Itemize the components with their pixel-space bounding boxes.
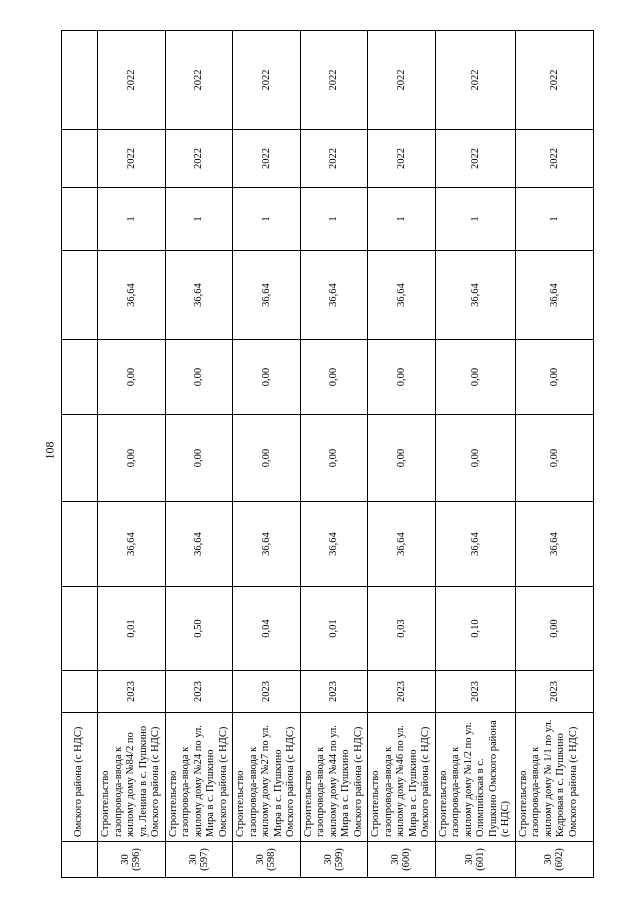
cell-year-start: 2023 — [232, 671, 300, 713]
row-number: 30 — [254, 854, 266, 865]
cell-name: Строительство газопровода-ввода к жилому дому №46 по ул. Мира в с. Пушкино Омского района (с НДС) — [367, 713, 435, 842]
row-code: (598) — [265, 848, 277, 871]
table-body — [61, 31, 593, 878]
cell-num — [367, 842, 435, 878]
cell-year-start: 2023 — [165, 671, 233, 713]
row-code: (602) — [553, 848, 565, 871]
cell-v8: 2022 — [300, 31, 368, 130]
cell-v3: 0,00 — [515, 415, 593, 502]
cell-v2: 36,64 — [97, 502, 165, 587]
table-row — [165, 31, 233, 878]
cell-v4: 0,00 — [232, 340, 300, 415]
cell-num — [165, 842, 233, 878]
cell-name: Строительство газопровода-ввода к жилому дому №27 по ул. Мира в с. Пушкино Омского района (с НДС) — [232, 713, 300, 842]
cell-name: Омского района (с НДС) — [61, 713, 97, 842]
cell-num — [61, 842, 97, 878]
cell-v3 — [61, 415, 97, 502]
table-row — [300, 31, 368, 878]
cell-v8: 2022 — [232, 31, 300, 130]
cell-v6: 1 — [165, 188, 233, 251]
cell-v7: 2022 — [97, 130, 165, 188]
cell-num — [97, 842, 165, 878]
table-row — [97, 31, 165, 878]
cell-v8: 2022 — [515, 31, 593, 130]
cell-v8: 2022 — [97, 31, 165, 130]
cell-v3: 0,00 — [165, 415, 233, 502]
page-number-text: 108 — [42, 441, 57, 459]
cell-v4: 0,00 — [165, 340, 233, 415]
cell-v2: 36,64 — [232, 502, 300, 587]
row-number: 30 — [187, 854, 199, 865]
row-code: (600) — [400, 848, 412, 871]
table-row — [232, 31, 300, 878]
cell-year-start: 2023 — [300, 671, 368, 713]
cell-v7: 2022 — [367, 130, 435, 188]
cell-year-start: 2023 — [367, 671, 435, 713]
cell-v6: 1 — [367, 188, 435, 251]
cell-v6: 1 — [232, 188, 300, 251]
cell-v5: 36,64 — [435, 251, 515, 340]
row-number: 30 — [542, 854, 554, 865]
row-number: 30 — [389, 854, 401, 865]
cell-name: Строительство газопровода-ввода к жилому дому №44 по ул. Мира в с. Пушкино Омского района (с НДС) — [300, 713, 368, 842]
document-table-region — [61, 31, 578, 878]
cell-v2: 36,64 — [165, 502, 233, 587]
cell-v2: 36,64 — [300, 502, 368, 587]
row-code: (601) — [474, 848, 486, 871]
cell-v7: 2022 — [232, 130, 300, 188]
cell-v6: 1 — [300, 188, 368, 251]
cell-v3: 0,00 — [435, 415, 515, 502]
row-code: (597) — [198, 848, 210, 871]
cell-v5: 36,64 — [97, 251, 165, 340]
cell-v1: 0,03 — [367, 587, 435, 671]
cell-v2: 36,64 — [367, 502, 435, 587]
cell-v8: 2022 — [165, 31, 233, 130]
cell-year-start: 2023 — [97, 671, 165, 713]
cell-v4: 0,00 — [515, 340, 593, 415]
cell-num — [300, 842, 368, 878]
cell-v8: 2022 — [435, 31, 515, 130]
cell-v8 — [61, 31, 97, 130]
cell-v5: 36,64 — [367, 251, 435, 340]
cell-v4: 0,00 — [435, 340, 515, 415]
cell-num — [232, 842, 300, 878]
cell-v4: 0,00 — [300, 340, 368, 415]
cell-v5: 36,64 — [165, 251, 233, 340]
cell-num — [435, 842, 515, 878]
cell-v5: 36,64 — [515, 251, 593, 340]
cell-v4: 0,00 — [97, 340, 165, 415]
cell-name: Строительство газопровода-ввода к жилому дому №84/2 по ул. Ленина в с. Пушкино Омского района (с НДС) — [97, 713, 165, 842]
cell-v1: 0,10 — [435, 587, 515, 671]
cell-v1 — [61, 587, 97, 671]
cell-year-start: 2023 — [435, 671, 515, 713]
cell-v8: 2022 — [367, 31, 435, 130]
cell-v7: 2022 — [515, 130, 593, 188]
cell-v7: 2022 — [165, 130, 233, 188]
cell-v2: 36,64 — [435, 502, 515, 587]
table-row — [435, 31, 515, 878]
cell-v3: 0,00 — [367, 415, 435, 502]
cell-v5: 36,64 — [300, 251, 368, 340]
cell-v2: 36,64 — [515, 502, 593, 587]
cell-num — [515, 842, 593, 878]
row-number: 30 — [119, 854, 131, 865]
cell-v1: 0,50 — [165, 587, 233, 671]
cell-v3: 0,00 — [300, 415, 368, 502]
cell-v3: 0,00 — [97, 415, 165, 502]
cell-v5 — [61, 251, 97, 340]
document-table — [61, 30, 594, 878]
table-row — [367, 31, 435, 878]
cell-v6: 1 — [435, 188, 515, 251]
row-code: (596) — [130, 848, 142, 871]
cell-name: Строительство газопровода-ввода к жилому дому №1/2 по ул. Олимпийская в с. Пушкино Омского района (с НДС) — [435, 713, 515, 842]
cell-year-start: 2023 — [515, 671, 593, 713]
cell-v7 — [61, 130, 97, 188]
cell-v2 — [61, 502, 97, 587]
cell-v1: 0,01 — [300, 587, 368, 671]
cell-v3: 0,00 — [232, 415, 300, 502]
row-code: (599) — [333, 848, 345, 871]
cell-v6 — [61, 188, 97, 251]
cell-v7: 2022 — [300, 130, 368, 188]
table-row — [515, 31, 593, 878]
cell-name: Строительство газопровода-ввода к жилому дому №24 по ул. Мира в с. Пушкино Омского района (с НДС) — [165, 713, 233, 842]
cell-v5: 36,64 — [232, 251, 300, 340]
cell-v1: 0,01 — [97, 587, 165, 671]
row-number: 30 — [322, 854, 334, 865]
cell-v1: 0,04 — [232, 587, 300, 671]
row-number: 30 — [463, 854, 475, 865]
cell-v1: 0,00 — [515, 587, 593, 671]
cell-year-start — [61, 671, 97, 713]
cell-v7: 2022 — [435, 130, 515, 188]
table-row-continuation — [61, 31, 97, 878]
cell-v4 — [61, 340, 97, 415]
cell-name: Строительство газопровода-ввода к жилому дому № 1/1 по ул. Кедровая в с. Пушкино Омского района (с НДС) — [515, 713, 593, 842]
cell-v4: 0,00 — [367, 340, 435, 415]
cell-v6: 1 — [97, 188, 165, 251]
cell-v6: 1 — [515, 188, 593, 251]
